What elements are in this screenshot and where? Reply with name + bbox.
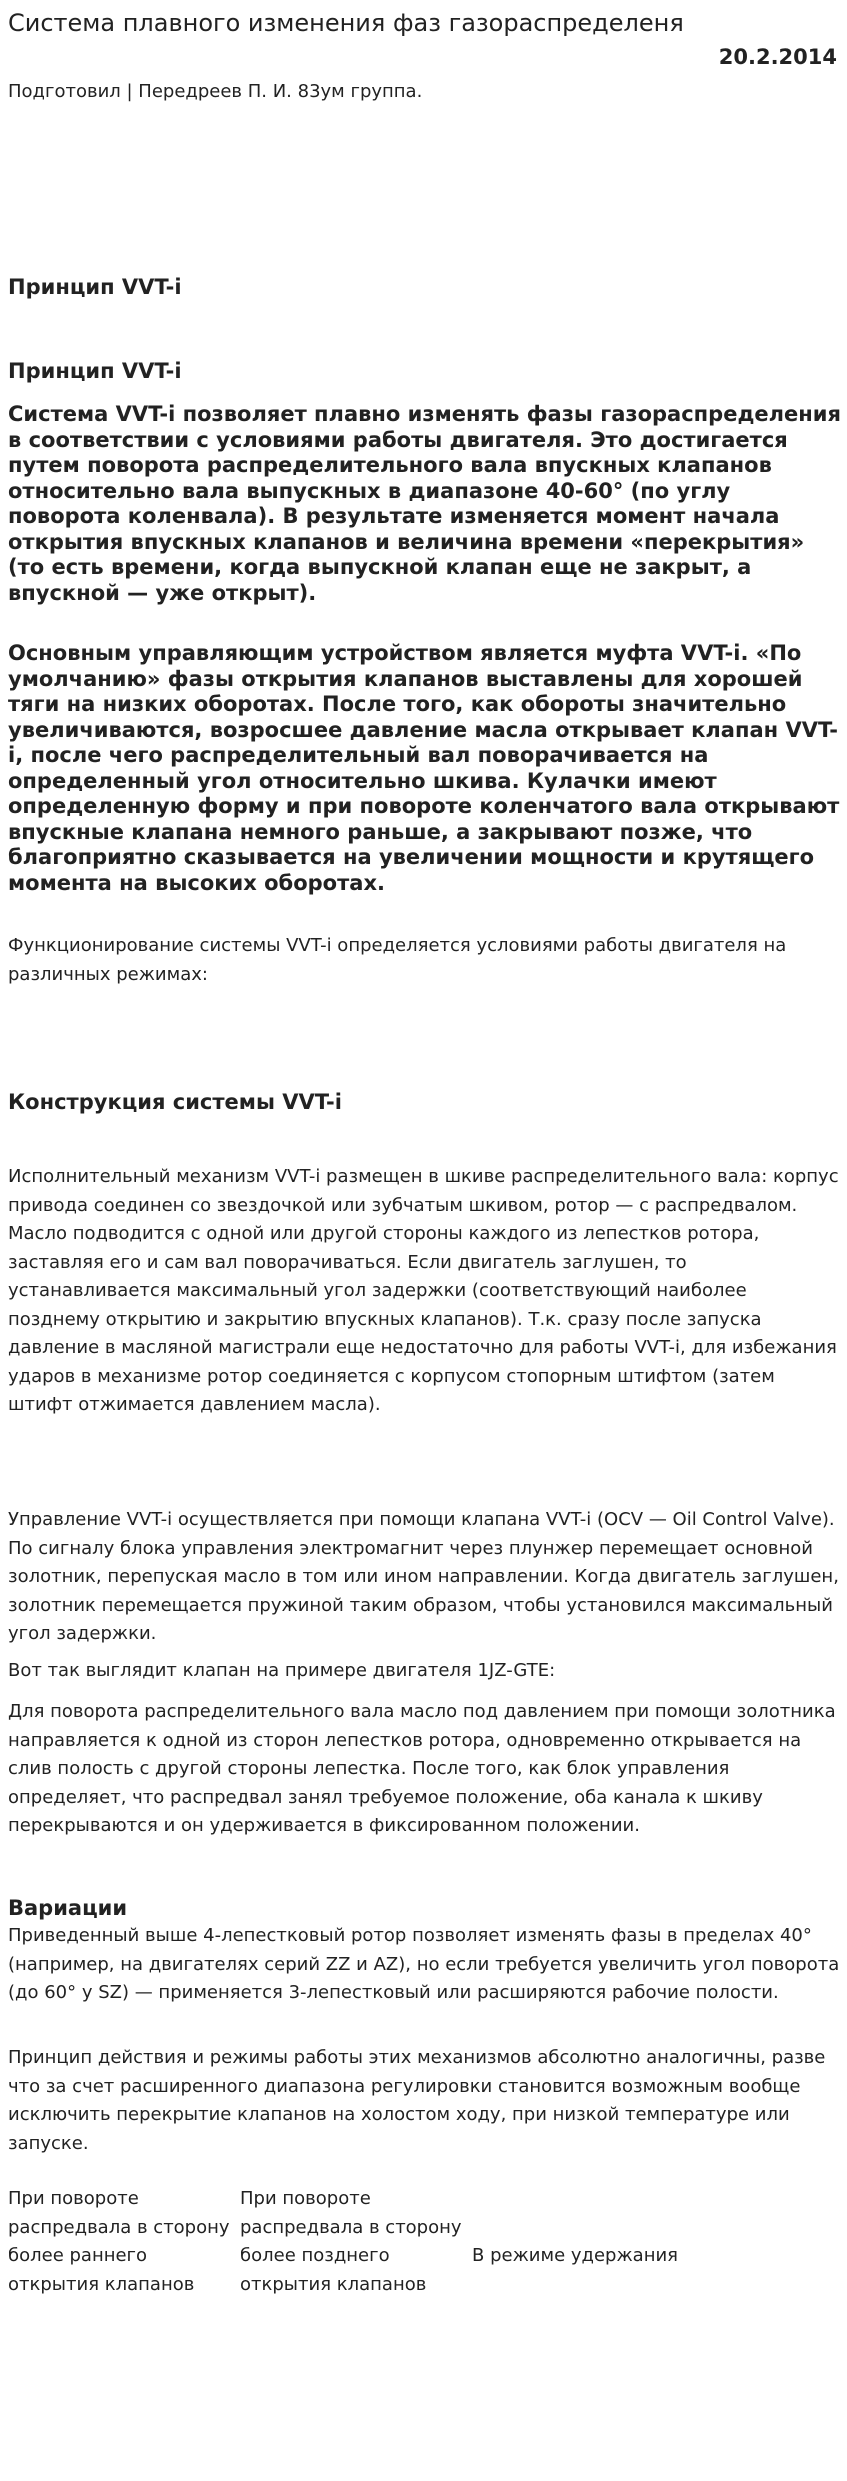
document-date: 20.2.2014	[718, 45, 837, 69]
principle-paragraph-1: Система VVT-i позволяет плавно изменять фазы газораспределения в соответствии с условиями работы двигателя. Это достигается путем поворота распределительного вала впускных клапанов относительно вала выпускных в диапазоне 40-60° (по углу поворота коленвала). В результате изменяется момент начала открытия впускных клапанов и величина времени «перекрытия» (то есть времени, когда выпускной клапан еще не закрыт, а впускной — уже открыт).	[8, 402, 841, 605]
section-heading-construction: Конструкция системы VVT-i	[8, 1090, 342, 1114]
section-heading-principle-top: Принцип VVT-i	[8, 275, 182, 299]
mode-caption-hold: В режиме удержания	[472, 2245, 678, 2266]
page-title: Система плавного изменения фаз газораспределеня	[8, 9, 684, 37]
variations-paragraph-2: Принцип действия и режимы работы этих механизмов абсолютно аналогичны, разве что за счет расширенного диапазона регулировки становится возможным вообще исключить перекрытие клапанов на холостом ходу, при низкой температуре или запуске.	[8, 2047, 826, 2154]
principle-paragraph-2: Основным управляющим устройством является муфта VVT-i. «По умолчанию» фазы открытия клапанов выставлены для хорошей тяги на низких оборотах. После того, как обороты значительно увеличиваются, возросшее давление масла открывает клапан VVT-i, после чего распределительный вал поворачивается на определенный угол относительно шкива. Кулачки имеют определенную форму и при повороте коленчатого вала открывают впускные клапана немного раньше, а закрывают позже, что благоприятно сказывается на увеличении мощности и крутящего момента на высоких оборотах.	[8, 641, 840, 895]
construction-paragraph-1: Исполнительный механизм VVT-i размещен в шкиве распределительного вала: корпус привода соединен со звездочкой или зубчатым шкивом, ротор — с распредвалом. Масло подводится с одной или другой стороны каждого из лепестков ротора, заставляя его и сам вал поворачиваться. Если двигатель заглушен, то устанавливается максимальный угол задержки (соответствующий наиболее позднему открытию и закрытию впускных клапанов). Т.к. сразу после запуска давление в масляной магистрали еще недостаточно для работы VVT-i, для избежания ударов в механизме ротор соединяется с корпусом стопорным штифтом (затем штифт отжимается давлением масла).	[8, 1166, 839, 1415]
author-line: Подготовил | Передреев П. И. 83ум группа.	[8, 81, 423, 102]
construction-paragraph-3: Вот так выглядит клапан на примере двигателя 1JZ-GTE:	[8, 1660, 556, 1681]
variations-paragraph-1: Приведенный выше 4-лепестковый ротор позволяет изменять фазы в пределах 40° (например, на двигателях серий ZZ и AZ), но если требуется увеличить угол поворота (до 60° у SZ) — применяется 3-лепестковый или расширяются рабочие полости.	[8, 1925, 840, 2003]
mode-caption-late: При повороте распредвала в сторону более позднего открытия клапанов	[240, 2188, 462, 2295]
section-heading-principle: Принцип VVT-i	[8, 359, 182, 383]
principle-paragraph-3: Функционирование системы VVT-i определяется условиями работы двигателя на различных режимах:	[8, 935, 787, 985]
construction-paragraph-2: Управление VVT-i осуществляется при помощи клапана VVT-i (OCV — Oil Control Valve). По сигналу блока управления электромагнит через плунжер перемещает основной золотник, перепуская масло в том или ином направлении. Когда двигатель заглушен, золотник перемещается пружиной таким образом, чтобы установился максимальный угол задержки.	[8, 1509, 839, 1644]
construction-paragraph-4: Для поворота распределительного вала масло под давлением при помощи золотника направляется к одной из сторон лепестков ротора, одновременно открывается на слив полость с другой стороны лепестка. После того, как блок управления определяет, что распредвал занял требуемое положение, оба канала к шкиву перекрываются и он удерживается в фиксированном положении.	[8, 1701, 836, 1836]
section-heading-variations: Вариации	[8, 1896, 128, 1920]
mode-caption-early: При повороте распредвала в сторону более раннего открытия клапанов	[8, 2188, 230, 2295]
